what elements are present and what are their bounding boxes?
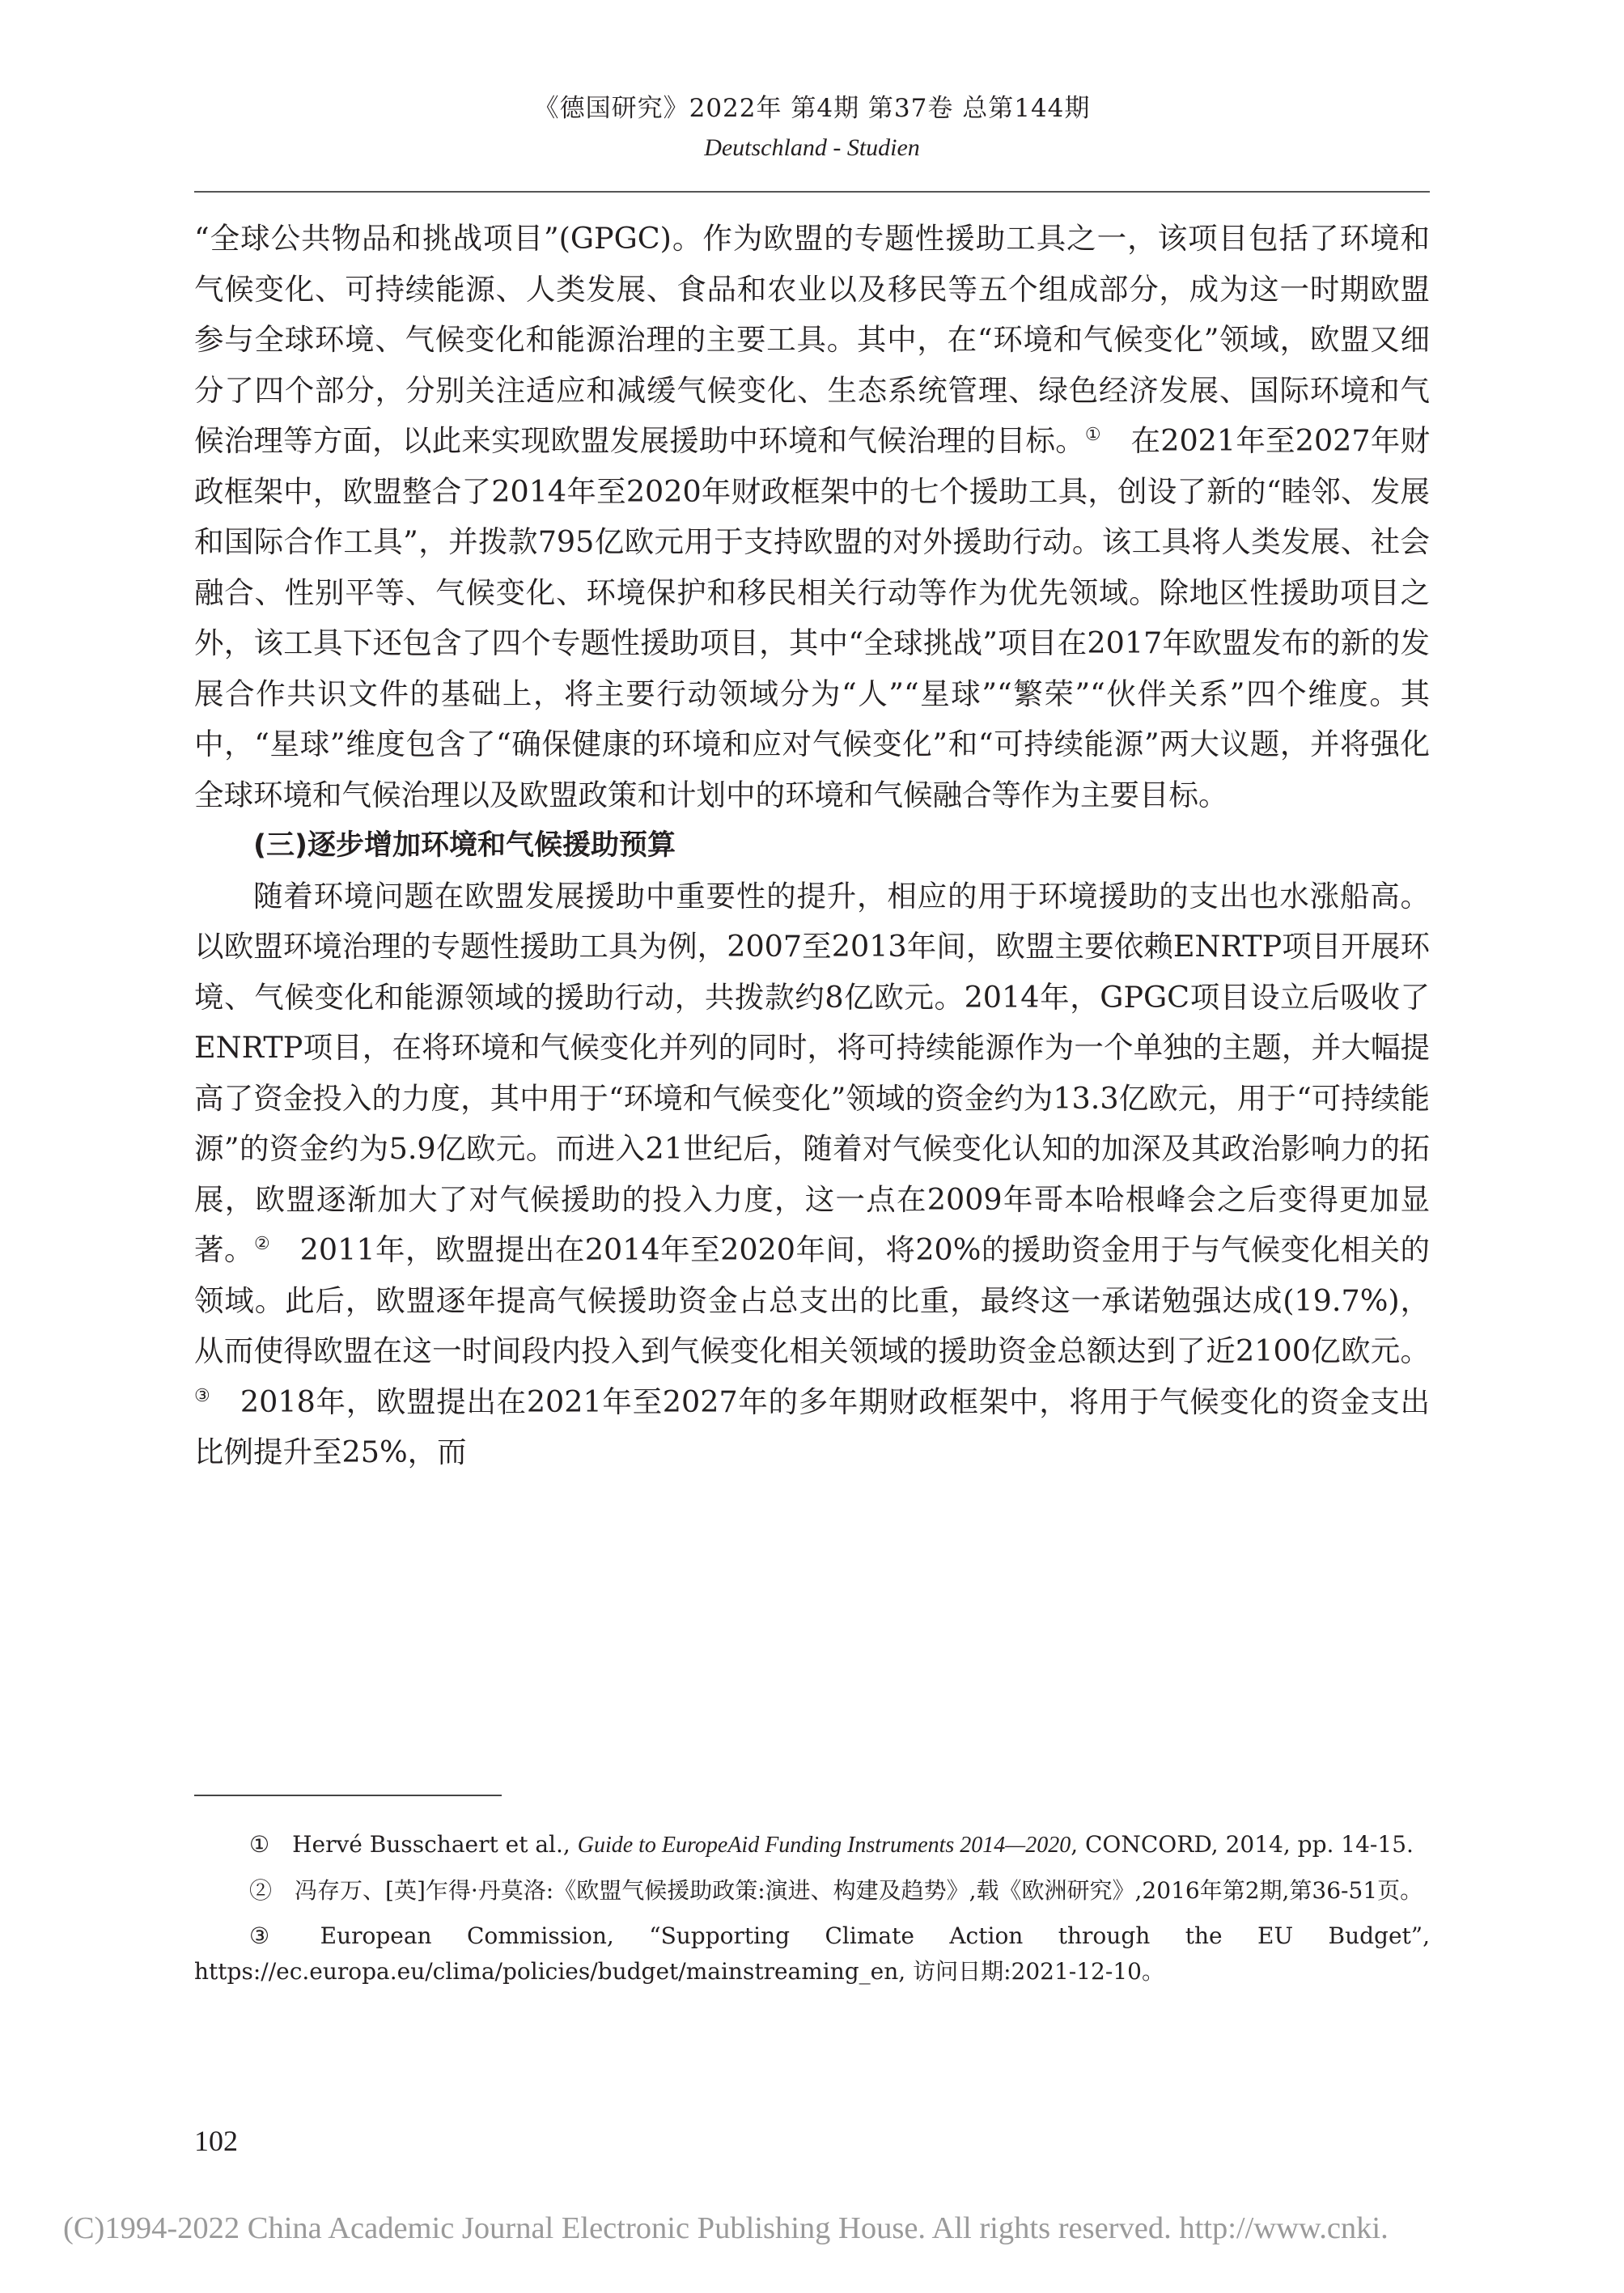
copyright-watermark: (C)1994-2022 China Academic Journal Electronic Publishing House. All rights reserved. http://www.cnki. (63, 2211, 1389, 2245)
paragraph-1: “全球公共物品和挑战项目”(GPGC)。作为欧盟的专题性援助工具之一，该项目包括了环境和气候变化、可持续能源、人类发展、食品和农业以及移民等五个组成部分，成为这一时期欧盟参与全球环境、气候变化和能源治理的主要工具。其中，在“环境和气候变化”领域，欧盟又细分了四个部分，分别关注适应和减缓气候变化、生态系统管理、绿色经济发展、国际环境和气候治理等方面，以此来实现欧盟发展援助中环境和气候治理的目标。① 在2021年至2027年财政框架中，欧盟整合了2014年至2020年财政框架中的七个援助工具，创设了新的“睦邻、发展和国际合作工具”，并拨款795亿欧元用于支持欧盟的对外援助行动。该工具将人类发展、社会融合、性别平等、气候变化、环境保护和移民相关行动等作为优先领域。除地区性援助项目之外，该工具下还包含了四个专题性援助项目，其中“全球挑战”项目在2017年欧盟发布的新的发展合作共识文件的基础上，将主要行动领域分为“人”“星球”“繁荣”“伙伴关系”四个维度。其中，“星球”维度包含了“确保健康的环境和应对气候变化”和“可持续能源”两大议题，并将强化全球环境和气候治理以及欧盟政策和计划中的环境和气候融合等作为主要目标。 (194, 221, 1431, 812)
header-divider (194, 191, 1430, 193)
page-number: 102 (194, 2125, 238, 2157)
footnote-1: ① Hervé Busschaert et al., Guide to EuropeAid Funding Instruments 2014—2020, CONCORD, 2014, pp. 14-15. (249, 1831, 1414, 1858)
footnote-3: ③ European Commission, “Supporting Climate Action through the EU Budget”, https://ec.europa.eu/clima/policies/budget/mainstreaming_en, 访问日期:2021-12-10。 (194, 1922, 1430, 1985)
journal-header: 《德国研究》2022年 第4期 第37卷 总第144期 (533, 94, 1091, 123)
paragraph-2: 随着环境问题在欧盟发展援助中重要性的提升，相应的用于环境援助的支出也水涨船高。以欧盟环境治理的专题性援助工具为例，2007至2013年间，欧盟主要依赖ENRTP项目开展环境、气候变化和能源领域的援助行动，共拨款约8亿欧元。2014年，GPGC项目设立后吸收了ENRTP项目，在将环境和气候变化并列的同时，将可持续能源作为一个单独的主题，并大幅提高了资金投入的力度，其中用于“环境和气候变化”领域的资金约为13.3亿欧元，用于“可持续能源”的资金约为5.9亿欧元。而进入21世纪后，随着对气候变化认知的加深及其政治影响力的拓展，欧盟逐渐加大了对气候援助的投入力度，这一点在2009年哥本哈根峰会之后变得更加显著。② 2011年，欧盟提出在2014年至2020年间，将20%的援助资金用于与气候变化相关的领域。此后，欧盟逐年提高气候援助资金占总支出的比重，最终这一承诺勉强达成(19.7%)，从而使得欧盟在这一时间段内投入到气候变化相关领域的援助资金总额达到了近2100亿欧元。③ 2018年，欧盟提出在2021年至2027年的多年期财政框架中，将用于气候变化的资金支出比例提升至25%，而 (194, 878, 1431, 1469)
footnote-2: ② 冯存万、[英]乍得·丹莫洛:《欧盟气候援助政策:演进、构建及趋势》,载《欧洲研究》,2016年第2期,第36-51页。 (249, 1877, 1423, 1904)
footnote-ref-2[interactable]: ② (253, 1233, 271, 1254)
article-body (194, 214, 1430, 1478)
footnote-3-link[interactable]: European Commission, “Supporting Climate Action through the EU Budget”, https://ec.europa.eu/clima/policies/budget/mainstreaming_en, 访问日期:2021-12-10。 (194, 1922, 1430, 1985)
journal-latin-title: Deutschland - Studien (704, 134, 920, 161)
footnote-ref-3[interactable]: ③ (194, 1385, 211, 1406)
footnote-ref-1[interactable]: ① (1084, 424, 1101, 445)
section-heading: (三)逐步增加环境和气候援助预算 (253, 829, 676, 862)
footnote-divider (194, 1795, 502, 1796)
footnotes (194, 1827, 1430, 1999)
